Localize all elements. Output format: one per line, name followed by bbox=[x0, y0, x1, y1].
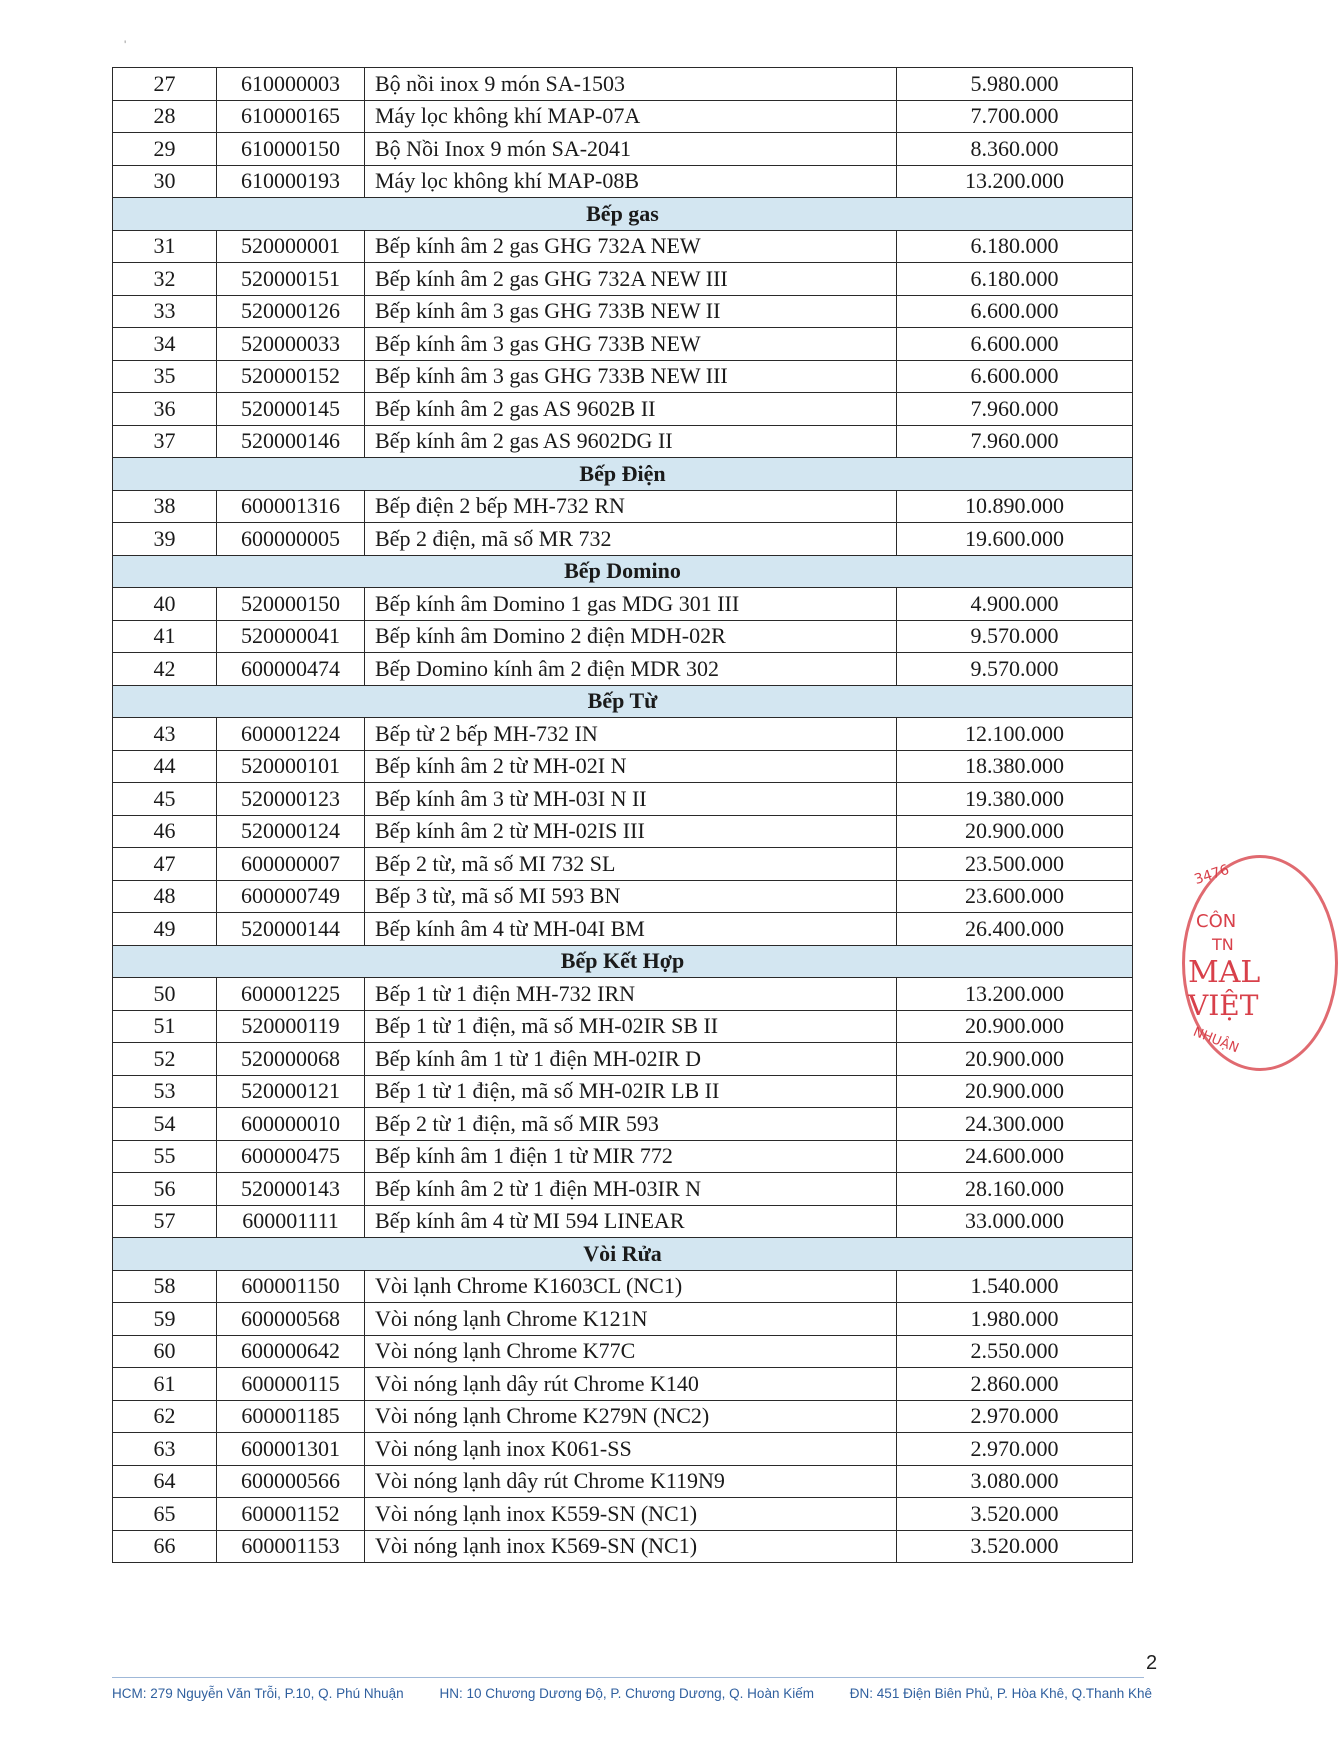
product-code: 600000007 bbox=[217, 848, 365, 881]
product-name: Bếp kính âm 2 gas GHG 732A NEW bbox=[365, 230, 897, 263]
product-price: 13.200.000 bbox=[897, 978, 1133, 1011]
section-header-row bbox=[113, 555, 1133, 588]
table-row bbox=[113, 1173, 1133, 1206]
product-code: 520000041 bbox=[217, 620, 365, 653]
product-name: Bếp kính âm 3 gas GHG 733B NEW III bbox=[365, 360, 897, 393]
section-header-row bbox=[113, 1238, 1133, 1271]
section-title: Bếp Từ bbox=[113, 685, 1133, 718]
section-title: Vòi Rửa bbox=[113, 1238, 1133, 1271]
product-price: 4.900.000 bbox=[897, 588, 1133, 621]
table-row bbox=[113, 718, 1133, 751]
product-name: Bếp kính âm 2 gas AS 9602B II bbox=[365, 393, 897, 426]
product-name: Vòi nóng lạnh inox K061-SS bbox=[365, 1433, 897, 1466]
footer-address-hn: HN: 10 Chương Dương Độ, P. Chương Dương, Q. Hoàn Kiếm bbox=[439, 1686, 814, 1701]
product-name: Vòi nóng lạnh dây rút Chrome K140 bbox=[365, 1368, 897, 1401]
table-row bbox=[113, 68, 1133, 101]
table-row bbox=[113, 783, 1133, 816]
product-code: 520000151 bbox=[217, 263, 365, 296]
table-row bbox=[113, 913, 1133, 946]
product-code: 520000119 bbox=[217, 1010, 365, 1043]
product-price: 9.570.000 bbox=[897, 620, 1133, 653]
row-number: 62 bbox=[113, 1400, 217, 1433]
product-name: Bộ nồi inox 9 món SA-1503 bbox=[365, 68, 897, 101]
table-row bbox=[113, 1140, 1133, 1173]
product-code: 600001301 bbox=[217, 1433, 365, 1466]
footer-address-hcm: HCM: 279 Nguyễn Văn Trỗi, P.10, Q. Phú Nhuận bbox=[112, 1686, 404, 1701]
product-name: Vòi nóng lạnh Chrome K77C bbox=[365, 1335, 897, 1368]
product-code: 520000152 bbox=[217, 360, 365, 393]
product-name: Bếp kính âm 1 điện 1 từ MIR 772 bbox=[365, 1140, 897, 1173]
table-row bbox=[113, 425, 1133, 458]
product-name: Bếp kính âm 2 gas GHG 732A NEW III bbox=[365, 263, 897, 296]
table-row bbox=[113, 1108, 1133, 1141]
product-price: 5.980.000 bbox=[897, 68, 1133, 101]
table-row bbox=[113, 523, 1133, 556]
product-code: 600000115 bbox=[217, 1368, 365, 1401]
table-row bbox=[113, 1335, 1133, 1368]
product-code: 600000566 bbox=[217, 1465, 365, 1498]
product-code: 600001153 bbox=[217, 1530, 365, 1563]
product-code: 520000001 bbox=[217, 230, 365, 263]
row-number: 66 bbox=[113, 1530, 217, 1563]
section-title: Bếp Domino bbox=[113, 555, 1133, 588]
product-name: Bếp kính âm Domino 2 điện MDH-02R bbox=[365, 620, 897, 653]
row-number: 56 bbox=[113, 1173, 217, 1206]
row-number: 29 bbox=[113, 133, 217, 166]
product-price: 7.700.000 bbox=[897, 100, 1133, 133]
row-number: 59 bbox=[113, 1303, 217, 1336]
product-price: 9.570.000 bbox=[897, 653, 1133, 686]
row-number: 48 bbox=[113, 880, 217, 913]
product-code: 600000005 bbox=[217, 523, 365, 556]
table-row bbox=[113, 133, 1133, 166]
row-number: 63 bbox=[113, 1433, 217, 1466]
section-header-row bbox=[113, 945, 1133, 978]
product-price: 24.300.000 bbox=[897, 1108, 1133, 1141]
footer-address-dn: ĐN: 451 Điện Biên Phủ, P. Hòa Khê, Q.Thanh Khê bbox=[849, 1686, 1152, 1701]
table-row bbox=[113, 880, 1133, 913]
product-price: 3.520.000 bbox=[897, 1498, 1133, 1531]
product-price: 10.890.000 bbox=[897, 490, 1133, 523]
product-price: 6.600.000 bbox=[897, 328, 1133, 361]
product-name: Vòi nóng lạnh dây rút Chrome K119N9 bbox=[365, 1465, 897, 1498]
row-number: 45 bbox=[113, 783, 217, 816]
row-number: 35 bbox=[113, 360, 217, 393]
row-number: 37 bbox=[113, 425, 217, 458]
table-row bbox=[113, 1075, 1133, 1108]
product-code: 600001111 bbox=[217, 1205, 365, 1238]
product-code: 520000124 bbox=[217, 815, 365, 848]
row-number: 43 bbox=[113, 718, 217, 751]
product-price: 19.380.000 bbox=[897, 783, 1133, 816]
price-table bbox=[112, 67, 1133, 1563]
row-number: 36 bbox=[113, 393, 217, 426]
product-code: 520000146 bbox=[217, 425, 365, 458]
section-title: Bếp Kết Hợp bbox=[113, 945, 1133, 978]
product-code: 600001185 bbox=[217, 1400, 365, 1433]
table-row bbox=[113, 1498, 1133, 1531]
table-row bbox=[113, 1530, 1133, 1563]
table-row bbox=[113, 620, 1133, 653]
product-name: Bếp kính âm 3 gas GHG 733B NEW bbox=[365, 328, 897, 361]
row-number: 33 bbox=[113, 295, 217, 328]
product-name: Vòi nóng lạnh Chrome K279N (NC2) bbox=[365, 1400, 897, 1433]
product-price: 33.000.000 bbox=[897, 1205, 1133, 1238]
footer-addresses bbox=[112, 1686, 1152, 1701]
product-code: 600001152 bbox=[217, 1498, 365, 1531]
stamp-text: TN bbox=[1212, 935, 1234, 954]
product-name: Bếp Domino kính âm 2 điện MDR 302 bbox=[365, 653, 897, 686]
row-number: 28 bbox=[113, 100, 217, 133]
product-price: 20.900.000 bbox=[897, 815, 1133, 848]
product-price: 7.960.000 bbox=[897, 393, 1133, 426]
product-code: 520000033 bbox=[217, 328, 365, 361]
price-table-body bbox=[113, 68, 1133, 1563]
product-name: Bếp 1 từ 1 điện, mã số MH-02IR SB II bbox=[365, 1010, 897, 1043]
product-price: 2.970.000 bbox=[897, 1400, 1133, 1433]
product-code: 600001224 bbox=[217, 718, 365, 751]
row-number: 46 bbox=[113, 815, 217, 848]
table-row bbox=[113, 750, 1133, 783]
table-row bbox=[113, 100, 1133, 133]
product-code: 600001225 bbox=[217, 978, 365, 1011]
product-code: 520000150 bbox=[217, 588, 365, 621]
table-row bbox=[113, 1465, 1133, 1498]
product-name: Bếp kính âm 2 từ MH-02IS III bbox=[365, 815, 897, 848]
table-row bbox=[113, 295, 1133, 328]
product-price: 23.600.000 bbox=[897, 880, 1133, 913]
product-name: Bếp 2 từ 1 điện, mã số MIR 593 bbox=[365, 1108, 897, 1141]
row-number: 50 bbox=[113, 978, 217, 1011]
product-price: 6.180.000 bbox=[897, 263, 1133, 296]
row-number: 60 bbox=[113, 1335, 217, 1368]
table-row bbox=[113, 848, 1133, 881]
product-code: 610000003 bbox=[217, 68, 365, 101]
table-row bbox=[113, 653, 1133, 686]
product-price: 13.200.000 bbox=[897, 165, 1133, 198]
table-row bbox=[113, 263, 1133, 296]
product-name: Bếp kính âm 2 từ 1 điện MH-03IR N bbox=[365, 1173, 897, 1206]
stamp-text: NHUẬN bbox=[1190, 1024, 1241, 1057]
product-code: 600000568 bbox=[217, 1303, 365, 1336]
table-row bbox=[113, 1043, 1133, 1076]
section-header-row bbox=[113, 458, 1133, 491]
product-code: 600000642 bbox=[217, 1335, 365, 1368]
product-name: Bếp 2 từ, mã số MI 732 SL bbox=[365, 848, 897, 881]
table-row bbox=[113, 1303, 1133, 1336]
row-number: 40 bbox=[113, 588, 217, 621]
product-price: 8.360.000 bbox=[897, 133, 1133, 166]
product-code: 600000474 bbox=[217, 653, 365, 686]
product-code: 600001316 bbox=[217, 490, 365, 523]
product-price: 7.960.000 bbox=[897, 425, 1133, 458]
product-price: 20.900.000 bbox=[897, 1075, 1133, 1108]
product-price: 24.600.000 bbox=[897, 1140, 1133, 1173]
table-row bbox=[113, 393, 1133, 426]
stamp-text: MAL bbox=[1188, 955, 1261, 990]
table-row bbox=[113, 1205, 1133, 1238]
row-number: 41 bbox=[113, 620, 217, 653]
product-code: 600001150 bbox=[217, 1270, 365, 1303]
company-stamp bbox=[1182, 855, 1292, 1075]
product-name: Bếp điện 2 bếp MH-732 RN bbox=[365, 490, 897, 523]
section-title: Bếp gas bbox=[113, 198, 1133, 231]
product-name: Bếp 2 điện, mã số MR 732 bbox=[365, 523, 897, 556]
stamp-text: 3476 bbox=[1192, 861, 1232, 889]
row-number: 51 bbox=[113, 1010, 217, 1043]
section-header-row bbox=[113, 198, 1133, 231]
product-price: 23.500.000 bbox=[897, 848, 1133, 881]
product-name: Bộ Nồi Inox 9 món SA-2041 bbox=[365, 133, 897, 166]
product-name: Máy lọc không khí MAP-08B bbox=[365, 165, 897, 198]
product-name: Vòi nóng lạnh inox K569-SN (NC1) bbox=[365, 1530, 897, 1563]
product-name: Vòi nóng lạnh inox K559-SN (NC1) bbox=[365, 1498, 897, 1531]
product-code: 600000749 bbox=[217, 880, 365, 913]
product-price: 3.520.000 bbox=[897, 1530, 1133, 1563]
section-title: Bếp Điện bbox=[113, 458, 1133, 491]
product-code: 520000123 bbox=[217, 783, 365, 816]
row-number: 53 bbox=[113, 1075, 217, 1108]
product-price: 20.900.000 bbox=[897, 1010, 1133, 1043]
row-number: 58 bbox=[113, 1270, 217, 1303]
footer-divider bbox=[112, 1677, 1144, 1678]
product-name: Bếp 1 từ 1 điện MH-732 IRN bbox=[365, 978, 897, 1011]
product-price: 18.380.000 bbox=[897, 750, 1133, 783]
row-number: 42 bbox=[113, 653, 217, 686]
product-code: 520000121 bbox=[217, 1075, 365, 1108]
product-name: Bếp 1 từ 1 điện, mã số MH-02IR LB II bbox=[365, 1075, 897, 1108]
product-code: 600000010 bbox=[217, 1108, 365, 1141]
product-price: 2.970.000 bbox=[897, 1433, 1133, 1466]
row-number: 34 bbox=[113, 328, 217, 361]
table-row bbox=[113, 230, 1133, 263]
product-name: Bếp kính âm Domino 1 gas MDG 301 III bbox=[365, 588, 897, 621]
product-code: 520000145 bbox=[217, 393, 365, 426]
stamp-text: VIỆT bbox=[1188, 989, 1259, 1022]
row-number: 61 bbox=[113, 1368, 217, 1401]
row-number: 47 bbox=[113, 848, 217, 881]
product-code: 520000068 bbox=[217, 1043, 365, 1076]
product-price: 3.080.000 bbox=[897, 1465, 1133, 1498]
product-price: 6.180.000 bbox=[897, 230, 1133, 263]
row-number: 64 bbox=[113, 1465, 217, 1498]
table-row bbox=[113, 1433, 1133, 1466]
product-price: 2.860.000 bbox=[897, 1368, 1133, 1401]
page-number: 2 bbox=[1146, 1652, 1158, 1674]
product-code: 520000101 bbox=[217, 750, 365, 783]
table-row bbox=[113, 1400, 1133, 1433]
product-price: 6.600.000 bbox=[897, 360, 1133, 393]
row-number: 32 bbox=[113, 263, 217, 296]
table-row bbox=[113, 490, 1133, 523]
product-price: 1.540.000 bbox=[897, 1270, 1133, 1303]
table-row bbox=[113, 1010, 1133, 1043]
product-name: Vòi nóng lạnh Chrome K121N bbox=[365, 1303, 897, 1336]
product-name: Bếp 3 từ, mã số MI 593 BN bbox=[365, 880, 897, 913]
product-code: 610000193 bbox=[217, 165, 365, 198]
product-price: 28.160.000 bbox=[897, 1173, 1133, 1206]
row-number: 31 bbox=[113, 230, 217, 263]
table-row bbox=[113, 588, 1133, 621]
product-price: 26.400.000 bbox=[897, 913, 1133, 946]
product-name: Bếp kính âm 4 từ MI 594 LINEAR bbox=[365, 1205, 897, 1238]
table-row bbox=[113, 815, 1133, 848]
product-code: 520000143 bbox=[217, 1173, 365, 1206]
product-price: 6.600.000 bbox=[897, 295, 1133, 328]
product-price: 1.980.000 bbox=[897, 1303, 1133, 1336]
product-code: 610000150 bbox=[217, 133, 365, 166]
table-row bbox=[113, 1270, 1133, 1303]
product-price: 20.900.000 bbox=[897, 1043, 1133, 1076]
row-number: 30 bbox=[113, 165, 217, 198]
product-price: 2.550.000 bbox=[897, 1335, 1133, 1368]
product-name: Bếp kính âm 3 gas GHG 733B NEW II bbox=[365, 295, 897, 328]
section-header-row bbox=[113, 685, 1133, 718]
scan-mark: ' bbox=[124, 38, 127, 52]
product-code: 520000126 bbox=[217, 295, 365, 328]
product-code: 610000165 bbox=[217, 100, 365, 133]
row-number: 57 bbox=[113, 1205, 217, 1238]
product-name: Bếp kính âm 1 từ 1 điện MH-02IR D bbox=[365, 1043, 897, 1076]
product-code: 520000144 bbox=[217, 913, 365, 946]
row-number: 49 bbox=[113, 913, 217, 946]
product-price: 12.100.000 bbox=[897, 718, 1133, 751]
row-number: 55 bbox=[113, 1140, 217, 1173]
product-name: Bếp từ 2 bếp MH-732 IN bbox=[365, 718, 897, 751]
product-code: 600000475 bbox=[217, 1140, 365, 1173]
product-name: Máy lọc không khí MAP-07A bbox=[365, 100, 897, 133]
product-price: 19.600.000 bbox=[897, 523, 1133, 556]
table-row bbox=[113, 165, 1133, 198]
product-name: Bếp kính âm 2 từ MH-02I N bbox=[365, 750, 897, 783]
table-row bbox=[113, 1368, 1133, 1401]
table-row bbox=[113, 328, 1133, 361]
row-number: 38 bbox=[113, 490, 217, 523]
product-name: Bếp kính âm 3 từ MH-03I N II bbox=[365, 783, 897, 816]
product-name: Bếp kính âm 2 gas AS 9602DG II bbox=[365, 425, 897, 458]
row-number: 52 bbox=[113, 1043, 217, 1076]
table-row bbox=[113, 978, 1133, 1011]
row-number: 27 bbox=[113, 68, 217, 101]
product-name: Bếp kính âm 4 từ MH-04I BM bbox=[365, 913, 897, 946]
table-row bbox=[113, 360, 1133, 393]
row-number: 39 bbox=[113, 523, 217, 556]
row-number: 54 bbox=[113, 1108, 217, 1141]
row-number: 65 bbox=[113, 1498, 217, 1531]
product-name: Vòi lạnh Chrome K1603CL (NC1) bbox=[365, 1270, 897, 1303]
row-number: 44 bbox=[113, 750, 217, 783]
stamp-text: CÔN bbox=[1196, 911, 1237, 932]
